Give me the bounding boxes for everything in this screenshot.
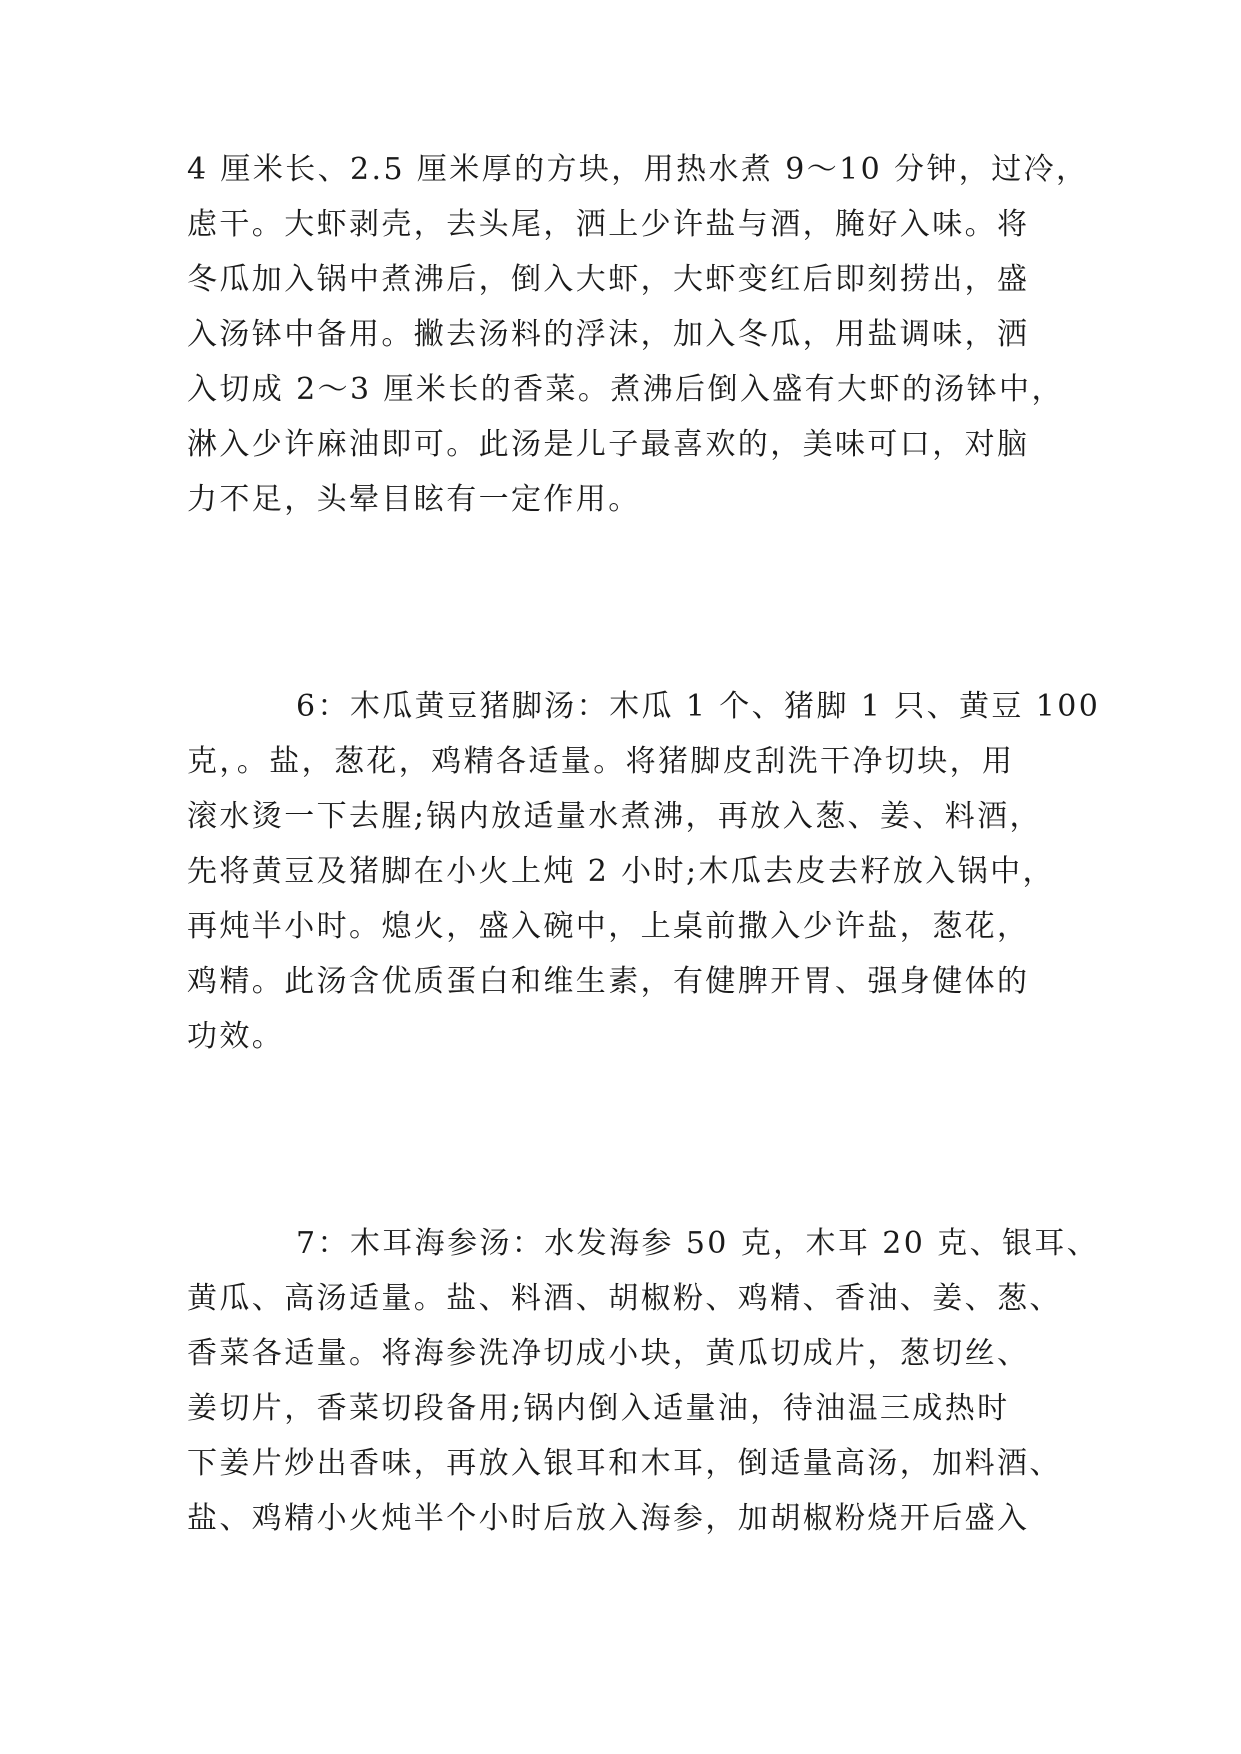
text-line: 力不足，头晕目眩有一定作用。 <box>187 482 641 517</box>
text-line: 香菜各适量。将海参洗净切成小块，黄瓜切成片，葱切丝、 <box>187 1336 1030 1371</box>
text-line: 4 厘米长、2.5 厘米厚的方块，用热水煮 9～10 分钟，过冷， <box>187 152 1089 187</box>
text-line: 冬瓜加入锅中煮沸后，倒入大虾，大虾变红后即刻捞出，盛 <box>187 262 1030 297</box>
text-line: 先将黄豆及猪脚在小火上炖 2 小时;木瓜去皮去籽放入锅中， <box>187 854 1055 889</box>
text-line: 黄瓜、高汤适量。盐、料酒、胡椒粉、鸡精、香油、姜、葱、 <box>187 1281 1062 1316</box>
text-line: 入切成 2～3 厘米长的香菜。煮沸后倒入盛有大虾的汤钵中， <box>187 372 1064 407</box>
text-line: 虑干。大虾剥壳，去头尾，洒上少许盐与酒，腌好入味。将 <box>187 207 1030 242</box>
text-line: 6：木瓜黄豆猪脚汤：木瓜 1 个、猪脚 1 只、黄豆 100 <box>296 689 1101 724</box>
text-line: 7：木耳海参汤：水发海参 50 克，木耳 20 克、银耳、 <box>296 1226 1100 1261</box>
text-line: 再炖半小时。熄火，盛入碗中，上桌前撒入少许盐，葱花， <box>187 909 1030 944</box>
text-line: 滚水烫一下去腥;锅内放适量水煮沸，再放入葱、姜、料酒， <box>187 799 1042 834</box>
text-line: 盐、鸡精小火炖半个小时后放入海参，加胡椒粉烧开后盛入 <box>187 1501 1030 1536</box>
text-line: 入汤钵中备用。撇去汤料的浮沫，加入冬瓜，用盐调味，洒 <box>187 317 1030 352</box>
text-line: 鸡精。此汤含优质蛋白和维生素，有健脾开胃、强身健体的 <box>187 964 1030 999</box>
text-line: 淋入少许麻油即可。此汤是儿子最喜欢的，美味可口，对脑 <box>187 427 1030 462</box>
text-line: 功效。 <box>187 1019 285 1054</box>
text-line: 克，。盐，葱花，鸡精各适量。将猪脚皮刮洗干净切块，用 <box>187 744 1015 779</box>
text-line: 姜切片，香菜切段备用;锅内倒入适量油，待油温三成热时 <box>187 1391 1010 1426</box>
text-line: 下姜片炒出香味，再放入银耳和木耳，倒适量高汤，加料酒、 <box>187 1446 1062 1481</box>
